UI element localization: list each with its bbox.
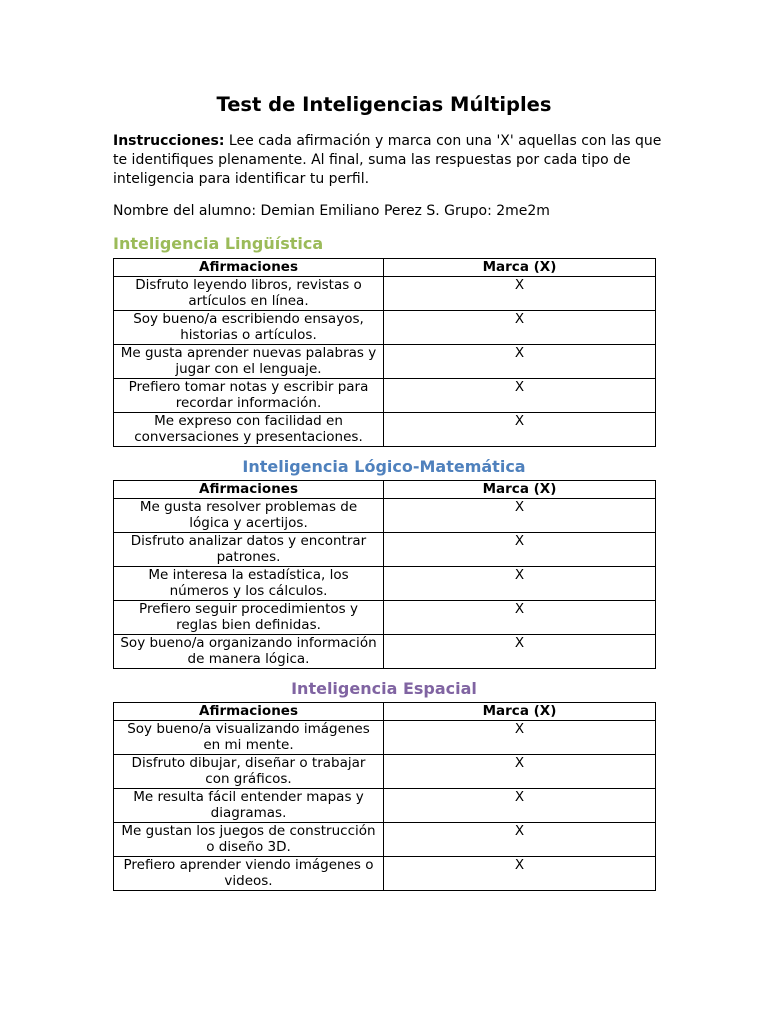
section-title-logico-matematica: Inteligencia Lógico-Matemática (242, 457, 526, 476)
mark-cell[interactable]: X (384, 276, 656, 310)
column-header-afirmaciones: Afirmaciones (114, 703, 384, 721)
mark-cell[interactable]: X (384, 634, 656, 668)
statement-cell: Me interesa la estadística, los números y los cálculos. (114, 566, 384, 600)
mark-cell[interactable]: X (384, 344, 656, 378)
statement-cell: Prefiero seguir procedimientos y reglas bien definidas. (114, 600, 384, 634)
table-row (114, 720, 656, 754)
column-header-marca: Marca (X) (384, 259, 656, 277)
mark-cell[interactable]: X (384, 532, 656, 566)
mark-cell[interactable]: X (384, 310, 656, 344)
mark-cell[interactable]: X (384, 822, 656, 856)
table-row (114, 276, 656, 310)
instructions-paragraph (113, 132, 663, 189)
table-row (114, 412, 656, 446)
statement-cell: Soy bueno/a visualizando imágenes en mi mente. (114, 720, 384, 754)
student-info: Nombre del alumno: Demian Emiliano Perez S. Grupo: 2me2m (113, 203, 550, 219)
statement-cell: Disfruto leyendo libros, revistas o artículos en línea. (114, 276, 384, 310)
statement-cell: Soy bueno/a escribiendo ensayos, historias o artículos. (114, 310, 384, 344)
column-header-marca: Marca (X) (384, 703, 656, 721)
column-header-marca: Marca (X) (384, 481, 656, 499)
table-row (114, 634, 656, 668)
section-title-espacial: Inteligencia Espacial (291, 679, 477, 698)
table-row (114, 498, 656, 532)
table-row (114, 856, 656, 890)
table-row (114, 344, 656, 378)
section-title-linguistica: Inteligencia Lingüística (113, 234, 324, 253)
table-row (114, 378, 656, 412)
mark-cell[interactable]: X (384, 720, 656, 754)
statement-cell: Me gusta resolver problemas de lógica y acertijos. (114, 498, 384, 532)
statement-cell: Me resulta fácil entender mapas y diagramas. (114, 788, 384, 822)
table-espacial (113, 702, 656, 891)
statement-cell: Me gustan los juegos de construcción o diseño 3D. (114, 822, 384, 856)
table-row (114, 788, 656, 822)
instructions-text: Lee cada afirmación y marca con una 'X' aquellas con las que te identifiques plenamente. Al final, suma las respuestas por cada tipo de inteligencia para identificar tu perfil. (113, 133, 662, 187)
page-title: Test de Inteligencias Múltiples (216, 93, 552, 116)
statement-cell: Me expreso con facilidad en conversaciones y presentaciones. (114, 412, 384, 446)
mark-cell[interactable]: X (384, 498, 656, 532)
mark-cell[interactable]: X (384, 566, 656, 600)
column-header-afirmaciones: Afirmaciones (114, 259, 384, 277)
statement-cell: Soy bueno/a organizando información de manera lógica. (114, 634, 384, 668)
mark-cell[interactable]: X (384, 754, 656, 788)
table-linguistica (113, 258, 656, 447)
mark-cell[interactable]: X (384, 600, 656, 634)
table-row (114, 822, 656, 856)
mark-cell[interactable]: X (384, 378, 656, 412)
statement-cell: Disfruto analizar datos y encontrar patrones. (114, 532, 384, 566)
table-row (114, 600, 656, 634)
table-row (114, 566, 656, 600)
table-header-row (114, 259, 656, 277)
statement-cell: Me gusta aprender nuevas palabras y jugar con el lenguaje. (114, 344, 384, 378)
table-logico-matematica (113, 480, 656, 669)
mark-cell[interactable]: X (384, 788, 656, 822)
statement-cell: Prefiero aprender viendo imágenes o videos. (114, 856, 384, 890)
statement-cell: Disfruto dibujar, diseñar o trabajar con gráficos. (114, 754, 384, 788)
table-row (114, 532, 656, 566)
table-header-row (114, 703, 656, 721)
mark-cell[interactable]: X (384, 412, 656, 446)
instructions-lead: Instrucciones: (113, 133, 225, 149)
table-header-row (114, 481, 656, 499)
statement-cell: Prefiero tomar notas y escribir para recordar información. (114, 378, 384, 412)
mark-cell[interactable]: X (384, 856, 656, 890)
column-header-afirmaciones: Afirmaciones (114, 481, 384, 499)
table-row (114, 754, 656, 788)
table-row (114, 310, 656, 344)
